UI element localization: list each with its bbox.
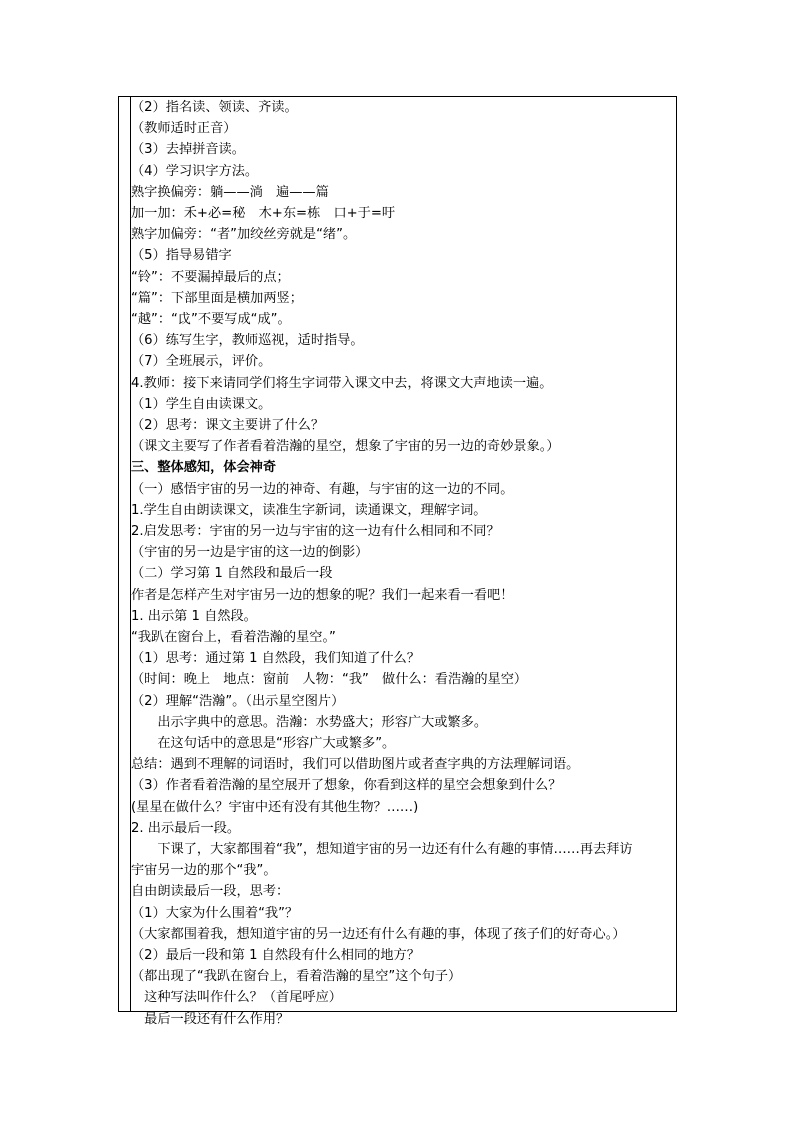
text-line: （6）练写生字，教师巡视，适时指导。: [131, 333, 364, 349]
text-line: （2）思考：课文主要讲了什么？: [131, 418, 325, 433]
text-line: （3）去掉拼音读。: [131, 142, 245, 158]
text-line: 在这句话中的意思是“形容广大或繁多”。: [131, 736, 396, 751]
text-line: 4.教师：接下来请同学们将生字词带入课文中去，将课文大声地读一遍。: [131, 375, 553, 391]
text-line: （1）思考：通过第 1 自然段，我们知道了什么？: [131, 651, 420, 667]
text-line: （2）理解“浩瀚”。（出示星空图片）: [131, 693, 345, 709]
text-line: 三、整体感知，体会神奇: [131, 460, 277, 476]
text-line: （二）学习第 1 自然段和最后一段: [131, 566, 333, 582]
text-line: （7）全班展示，评价。: [131, 354, 272, 370]
text-line: 这种写法叫作什么？（首尾呼应）: [131, 990, 342, 1006]
text-line: 作者是怎样产生对宇宙另一边的想象的呢？我们一起来看一看吧！: [131, 587, 514, 603]
text-line: 最后一段还有什么作用？: [131, 1011, 290, 1027]
text-line: （大家都围着我，想知道宇宙的另一边还有什么有趣的事，体现了孩子们的好奇心。）: [131, 926, 626, 942]
text-line: 熟字加偏旁：“者”加绞丝旁就是“绪”。: [131, 227, 357, 243]
text-line: （1）大家为什么围着“我”？: [131, 905, 299, 921]
text-line: 1.学生自由朗读课文，读准生字新词，读通课文，理解字词。: [131, 502, 487, 518]
text-line: “铃”：不要漏掉最后的点；: [131, 269, 290, 285]
text-line: （4）学习识字方法。: [131, 163, 259, 179]
text-line: （2）指名读、领读、齐读。: [131, 100, 298, 115]
text-line: 1. 出示第 1 自然段。: [131, 608, 257, 624]
text-line: （2）最后一段和第 1 自然段有什么相同的地方？: [131, 948, 420, 963]
text-line: 自由朗读最后一段，思考：: [131, 884, 290, 900]
text-line: （教师适时正音）: [131, 121, 237, 137]
text-line: （1）学生自由读课文。: [131, 396, 272, 412]
text-line: “我趴在窗台上，看着浩瀚的星空。”: [131, 630, 336, 645]
text-line: （课文主要写了作者看着浩瀚的星空，想象了宇宙的另一边的奇妙景象。）: [131, 439, 560, 455]
text-line: 熟字换偏旁：躺——淌 遍——篇: [131, 184, 329, 200]
text-line: “篇”：下部里面是横加两竖；: [131, 290, 303, 306]
text-line: (星星在做什么？宇宙中还有没有其他生物？……): [131, 799, 419, 815]
text-line: 宇宙另一边的那个“我”。: [131, 863, 277, 879]
text-line: “越”：“戉”不要写成“成”。: [131, 312, 291, 327]
text-line: （时间：晚上 地点：窗前 人物：“我” 做什么：看浩瀚的星空）: [131, 672, 528, 688]
text-line: （都出现了“我趴在窗台上，看着浩瀚的星空”这个句子）: [131, 969, 462, 985]
text-line: （宇宙的另一边是宇宙的这一边的倒影）: [131, 545, 369, 561]
text-line: 2. 出示最后一段。: [131, 820, 241, 836]
text-line: （3）作者看着浩瀚的星空展开了想象，你看到这样的星空会想象到什么？: [131, 778, 562, 794]
text-line: 总结：遇到不理解的词语时，我们可以借助图片或者查字典的方法理解词语。: [131, 757, 580, 773]
text-line: 2.启发思考：宇宙的另一边与宇宙的这一边有什么相同和不同？: [131, 524, 500, 539]
text-line: 加一加：禾+必=秘 木+东=栋 口+于=吁: [131, 206, 396, 221]
text-line: 下课了，大家都围着“我”，想知道宇宙的另一边还有什么有趣的事情……再去拜访: [131, 842, 633, 857]
text-line: （一）感悟宇宙的另一边的神奇、有趣，与宇宙的这一边的不同。: [131, 481, 514, 497]
text-line: （5）指导易错字: [131, 248, 232, 264]
text-line: 出示字典中的意思。浩瀚：水势盛大；形容广大或繁多。: [131, 714, 488, 730]
